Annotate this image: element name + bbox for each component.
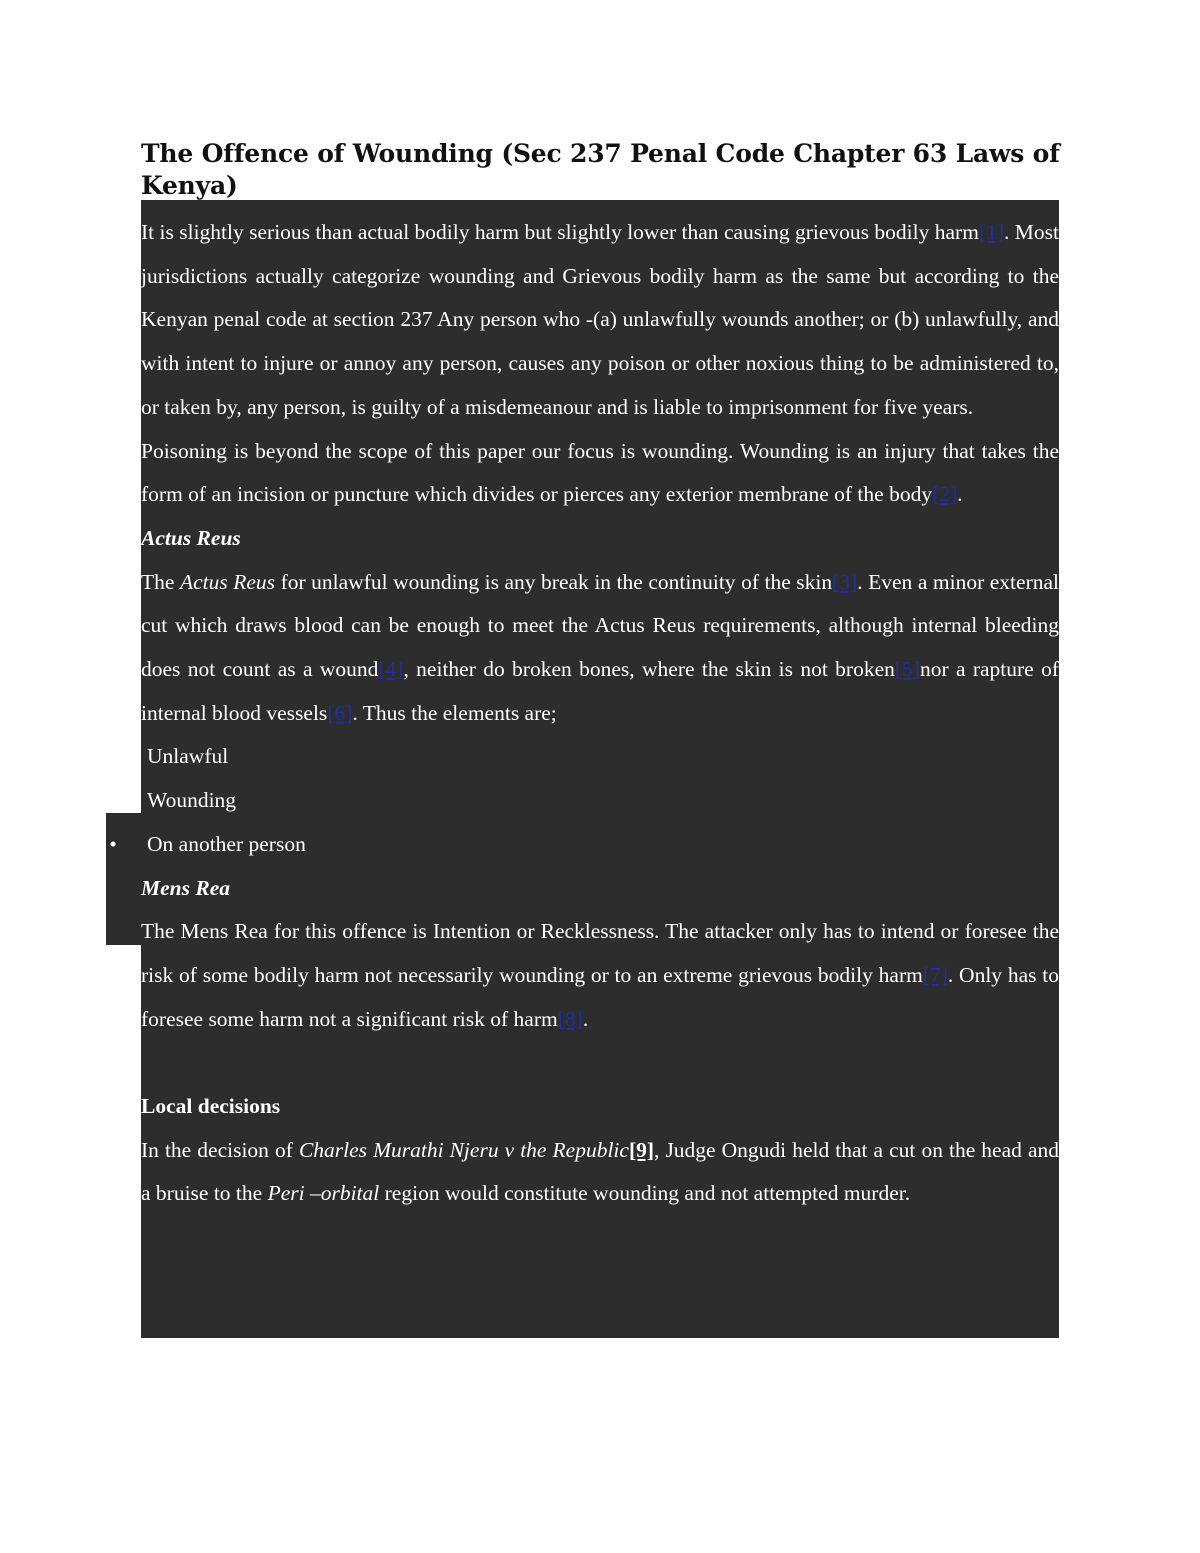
actus-text: The <box>141 569 180 594</box>
case-name: Charles Murathi Njeru v the Republic <box>298 1137 629 1162</box>
list-item-label: Unlawful <box>147 744 229 769</box>
document-title: The Offence of Wounding (Sec 237 Penal Code Chapter 63 Laws of Kenya) <box>141 139 1060 200</box>
anatomical-term: Peri –orbital <box>267 1181 380 1206</box>
local-text: In the decision of <box>141 1137 299 1162</box>
list-item <box>109 823 1059 867</box>
poisoning-text-end: . <box>957 482 963 507</box>
elements-list <box>109 735 1059 866</box>
local-decisions-paragraph <box>141 1129 1059 1216</box>
actus-text-6: . Thus the elements are; <box>352 700 557 725</box>
poisoning-paragraph <box>141 430 1059 517</box>
footnote-link-1[interactable]: [1] <box>978 220 1005 244</box>
mens-rea-paragraph <box>141 910 1059 1041</box>
footnote-link-7[interactable]: [7] <box>922 962 948 987</box>
bullet-icon: • <box>109 744 117 769</box>
bullet-icon: • <box>109 831 117 856</box>
footnote-link-6[interactable]: [6] <box>327 700 353 725</box>
footnote-link-5[interactable]: [5] <box>894 657 920 682</box>
actus-reus-heading: Actus Reus <box>141 525 241 550</box>
list-item-label: On another person <box>147 831 306 856</box>
intro-paragraph <box>141 211 1059 430</box>
actus-reus-paragraph <box>141 561 1059 736</box>
list-item <box>109 779 1059 823</box>
actus-text-2: for unlawful wounding is any break in the continuity of the skin <box>275 569 833 594</box>
paragraph-spacer <box>141 1041 1059 1085</box>
local-decisions-heading: Local decisions <box>141 1094 281 1119</box>
footnote-link-8[interactable]: [8] <box>557 1006 583 1031</box>
document-body <box>109 211 1059 1216</box>
actus-term: Actus Reus <box>179 569 276 594</box>
mens-text: The Mens Rea for this offence is Intention or Recklessness. The attacker only has to intend or foresee the risk of some bodily harm not necessarily wounding or to an extreme grievous bodily harm <box>141 919 1059 987</box>
intro-text-continued: . Most jurisdictions actually categorize wounding and Grievous bodily harm as the same but according to the Kenyan penal code at section 237 Any person who -(a) unlawfully wounds another; or (b) unlawfully, and with intent to injure or annoy any person, causes any poison or other noxious thing to be administered to, or taken by, any person, is guilty of a misdemeanour and is liable to imprisonment for five years. <box>141 220 1059 419</box>
mens-rea-heading: Mens Rea <box>141 875 230 900</box>
intro-text: It is slightly serious than actual bodily harm but slightly lower than causing grievous bodily harm <box>141 220 979 244</box>
local-text-3: region would constitute wounding and not attempted murder. <box>379 1181 911 1206</box>
actus-text-4: , neither do broken bones, where the skin is not broken <box>403 657 895 682</box>
footnote-link-2[interactable]: [2] <box>932 482 958 507</box>
actus-text-3: . Even a minor external cut which draws blood can be enough to meet the Actus Reus requirements, although internal bleeding does not count as a wound <box>141 569 1059 682</box>
list-item <box>109 735 1059 779</box>
poisoning-text: Poisoning is beyond the scope of this paper our focus is wounding. Wounding is an injury that takes the form of an incision or puncture which divides or pierces any exterior membrane of the body <box>141 438 1059 507</box>
list-item-label: Wounding <box>147 788 237 813</box>
footnote-link-3[interactable]: [3] <box>832 569 858 594</box>
mens-text-2: . Only has to foresee some harm not a significant risk of harm <box>141 962 1059 1031</box>
footnote-link-9[interactable]: [9] <box>628 1137 655 1162</box>
bullet-icon: • <box>109 788 117 813</box>
mens-text-3: . <box>582 1006 589 1031</box>
local-text-2: , Judge Ongudi held that a cut on the head and a bruise to the <box>141 1137 1059 1206</box>
actus-text-5: nor a rapture of internal blood vessels <box>141 657 1059 725</box>
footnote-link-4[interactable]: [4] <box>378 657 404 682</box>
